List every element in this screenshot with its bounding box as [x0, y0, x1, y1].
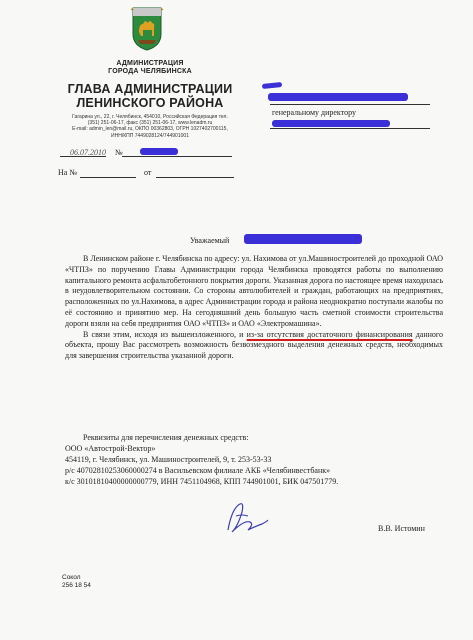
recipient-line [270, 104, 430, 105]
recipient-title: генеральному директору [272, 108, 356, 117]
requisites-bank: к/с 30101810400000000779, ИНН 7451104968, КПП 744901001, БИК 047501779. [65, 477, 339, 486]
paragraph-2-end: данного объекта, прошу Вас рассмотреть возможность безвозмездного выделения денежных средств, необходимых для завершения строительства указанной дороги. [65, 329, 443, 361]
underlined-phrase: из-за отсутствия достаточного финансирования [246, 329, 413, 339]
body-paragraph-2 [65, 330, 443, 362]
handwritten-signature-icon [222, 500, 270, 536]
body-paragraph-1: В Ленинском районе г. Челябинска по адресу: ул. Нахимова от ул.Машиностроителей до проходной ОАО «ЧТПЗ» по поручению Главы Администрации города Челябинска проводятся работы по выполнению капитального ремонта асфальтобетонного покрытия дороги. Указанная дорога по настоящее время находилась в неудовлетворительном состоянии. Со стороны автолюбителей и граждан, работающих на предприятиях, расположенных по ул.Нахимова, в адрес Администрации города и района неоднократно поступали жалобы по её состоянию и принятию мер. На сегодняшний день большую часть сметной стоимости строительства дороги взяли на себя предприятия ОАО «ЧТПЗ» и ОАО «Электромашина». [65, 254, 443, 328]
letterhead-organization [60, 60, 240, 76]
payment-requisites [65, 432, 443, 487]
title-line-1: ГЛАВА АДМИНИСТРАЦИИ [67, 82, 233, 96]
requisites-address: 454119, г. Челябинск, ул. Машиностроителей, 9, т. 253-53-33 [65, 455, 272, 464]
org-line-2: ГОРОДА ЧЕЛЯБИНСКА [108, 68, 192, 75]
reference-line [58, 168, 238, 180]
address-line-4: ИНН/КПП 7449028124/744901001 [111, 132, 189, 139]
letter-body [65, 254, 443, 362]
outgoing-number-redaction [140, 148, 178, 155]
reference-from-label: от [144, 168, 152, 177]
executor-phone: 256 18 54 [62, 582, 91, 589]
address-line-2: (351) 251-06-17, факс (351) 251-06-17, www.lenadm.ru [87, 120, 213, 127]
number-underline [122, 156, 232, 157]
coat-of-arms-icon [130, 6, 164, 52]
signer-name: В.В. Истомин [378, 524, 425, 533]
recipient-redaction-3 [272, 120, 390, 127]
letterhead-address [60, 114, 240, 139]
outgoing-date: 06.07.2010 [70, 148, 106, 157]
executor-info [62, 574, 91, 590]
address-line-1: Гагарина ул., 22, г. Челябинск, 454010, Российская Федерация тел. [72, 114, 228, 120]
org-line-1: АДМИНИСТРАЦИЯ [116, 60, 184, 67]
letterhead-title [60, 82, 240, 110]
addressee-name-redaction [244, 234, 362, 244]
title-line-2: ЛЕНИНСКОГО РАЙОНА [76, 96, 224, 110]
reference-date-underline [156, 177, 234, 178]
paragraph-2-start: В связи этим, исходя из вышеизложенного, и [83, 329, 247, 339]
recipient-line [270, 128, 430, 129]
recipient-redaction-2 [268, 93, 408, 101]
salutation [190, 236, 229, 245]
requisites-account: р/с 40702810253060000274 в Васильевском филиале АКБ «Челябинвестбанк» [65, 466, 331, 475]
requisites-company: ООО «Автострой-Вектор» [65, 444, 156, 453]
reference-no-label: На № [58, 168, 77, 177]
requisites-title: Реквизиты для перечисления денежных средств: [83, 433, 249, 442]
executor-name: Сокол [62, 574, 81, 581]
address-line-3: E-mail: admin_len@mail.ru, ОКПО 00362803, ОГРН 1027402700115, [72, 126, 228, 133]
reference-number-underline [80, 177, 136, 178]
recipient-redaction-1 [262, 82, 282, 89]
outgoing-number-label: № [115, 148, 123, 157]
salutation-text: Уважаемый [190, 236, 230, 245]
